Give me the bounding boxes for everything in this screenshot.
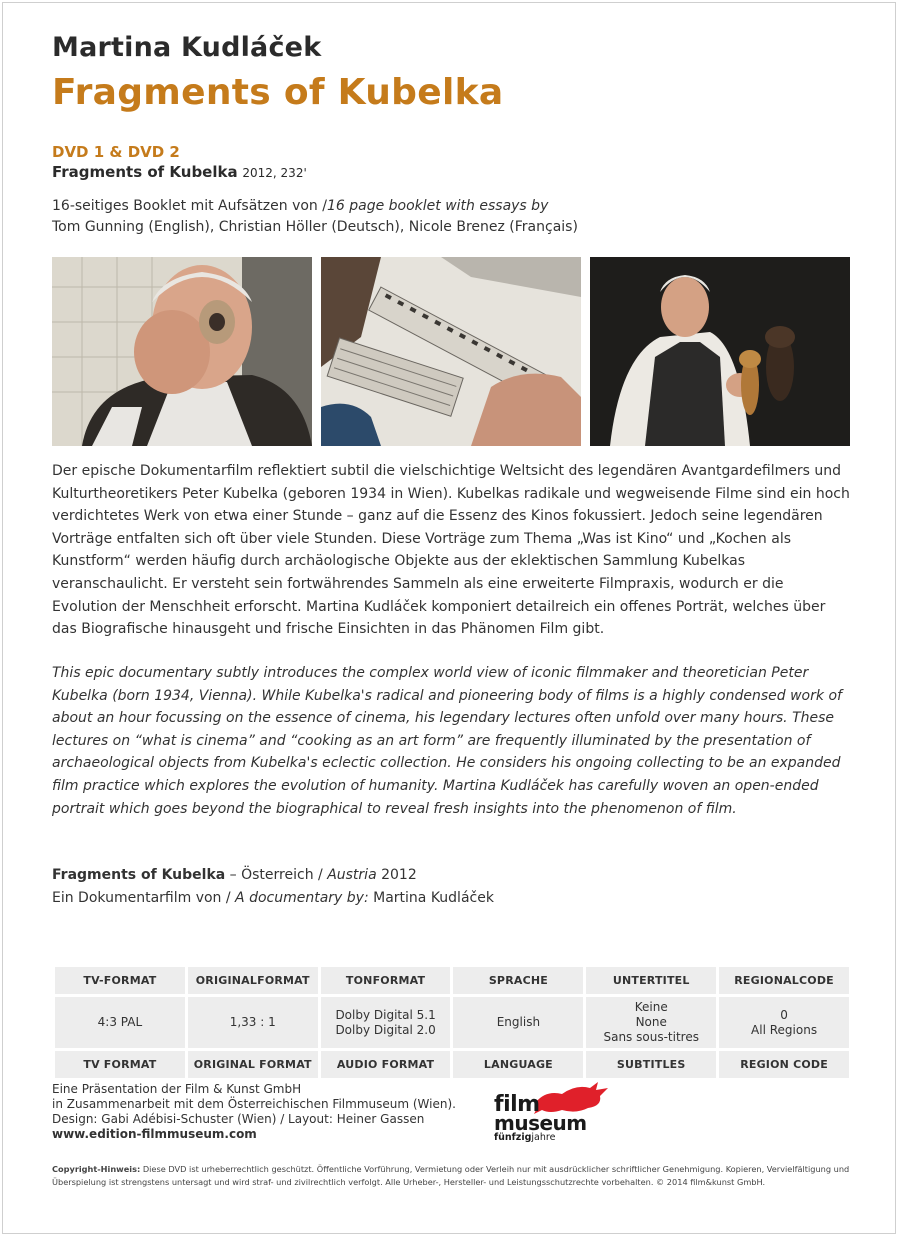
booklet-info (52, 196, 578, 238)
copyright-label: Copyright-Hinweis: (52, 1164, 141, 1174)
website-link[interactable]: www.edition-filmmuseum.com (52, 1127, 257, 1141)
spec-header: UNTERTITEL (586, 967, 716, 994)
spec-value-region-code: 0 All Regions (719, 997, 849, 1048)
copyright-text: Diese DVD ist urheberrechtlich geschützt. Öffentliche Vorführung, Vermietung oder Verleih nur mit ausdrücklicher schriftlicher Genehmigung. Kopieren, Vervielfältigung und Überspielung ist strengstens untersagt und wird straf- und zivilrechtlich verfolgt. Alle Urheber-, Hersteller- und Leistungsschutzrechte vorbehalten. © 2014 film&kunst GmbH. (52, 1164, 850, 1187)
film-meta: 2012, 232' (242, 166, 307, 180)
booklet-en: 16 page booklet with essays by (326, 198, 549, 214)
credit-title: Fragments of Kubelka (52, 867, 226, 883)
spec-header: ORIGINALFORMAT (188, 967, 318, 994)
credit-year: 2012 (376, 867, 417, 883)
specs-header-de (55, 967, 849, 994)
film-line (52, 163, 307, 181)
spec-header: TV-FORMAT (55, 967, 185, 994)
footer-line: Design: Gabi Adébisi-Schuster (Wien) / Layout: Heiner Gassen (52, 1112, 425, 1126)
specs-header-en (55, 1051, 849, 1078)
credit-line2-en: A documentary by: (235, 889, 369, 906)
spec-header: TV FORMAT (55, 1051, 185, 1078)
spec-value-tv-format: 4:3 PAL (55, 997, 185, 1048)
film-title: Fragments of Kubelka (52, 163, 238, 181)
booklet-de: 16-seitiges Booklet mit Aufsätzen von (52, 198, 318, 214)
film-credit (52, 864, 494, 909)
page-title: Fragments of Kubelka (52, 72, 504, 113)
logo-word-film: film (494, 1092, 540, 1117)
spec-header: ORIGINAL FORMAT (188, 1051, 318, 1078)
photo-kubelka-with-lens (52, 257, 312, 446)
description-german: Der epische Dokumentarfilm reflektiert subtil die vielschichtige Weltsicht des legendären Avantgardefilmers und Kulturtheoretikers Peter Kubelka (geboren 1934 in Wien). Kubelkas radikale und wegweisende Filme sind ein hoch verdichtetes Werk von etwa einer Stunde – ganz auf die Essenz des Kinos fokussiert. Jedoch seine legendären Vorträge entfalten sich oft über viele Stunden. Diese Vorträge zum Thema „Was ist Kino“ und „Kochen als Kunstform“ werden häufig durch archäologische Objekte aus der eklektischen Sammlung Kubelkas veranschaulicht. Er versteht sein fortwährendes Sammeln als eine erweiterte Filmpraxis, wodurch er die Evolution der Menschheit erforscht. Martina Kudláček komponiert detailreich ein offenes Porträt, welches über das Biografische hinausgeht und frische Einsichten in das Phänomen Film gibt. (52, 463, 850, 638)
booklet-sep: / (322, 198, 327, 214)
booklet-authors: Tom Gunning (English), Christian Höller (Deutsch), Nicole Brenez (Français) (52, 219, 578, 235)
specs-table (52, 964, 852, 1081)
spec-header: TONFORMAT (321, 967, 451, 994)
description-english: This epic documentary subtly introduces the complex world view of iconic filmmaker and theoretician Peter Kubelka (born 1934, Vienna). While Kubelka's radical and pioneering body of films is a highly condensed work of about an hour focussing on the essence of cinema, his legendary lectures often unfold over many hours. These lectures on “what is cinema” and “cooking as an art form” are frequently illuminated by the presentation of archaeological objects from Kubelka's eclectic collection. He considers his ongoing collecting to be an expanded film practice which explores the evolution of humanity. Martina Kudláček has carefully woven an open-ended portrait which goes beyond the biographical to reveal fresh insights into the phenomenon of film. (52, 665, 842, 817)
footer-line: Eine Präsentation der Film & Kunst GmbH (52, 1082, 302, 1096)
filmmuseum-logo (494, 1080, 624, 1148)
footer-info (52, 1082, 456, 1142)
dvd-label: DVD 1 & DVD 2 (52, 143, 180, 161)
photo-film-strips (321, 257, 581, 446)
spec-value-audio-format: Dolby Digital 5.1 Dolby Digital 2.0 (321, 997, 451, 1048)
credit-country-en: Austria (327, 867, 377, 883)
spec-header: AUDIO FORMAT (321, 1051, 451, 1078)
logo-word-museum: museum (494, 1111, 587, 1135)
spec-header: SUBTITLES (586, 1051, 716, 1078)
spec-header: REGION CODE (719, 1051, 849, 1078)
specs-values (55, 997, 849, 1048)
spec-header: SPRACHE (453, 967, 583, 994)
logo-tagline: fünfzigjahre (494, 1132, 556, 1143)
director-name: Martina Kudláček (52, 32, 322, 63)
spec-header: REGIONALCODE (719, 967, 849, 994)
footer-line: in Zusammenarbeit mit dem Österreichischen Filmmuseum (Wien). (52, 1097, 456, 1111)
spec-header: LANGUAGE (453, 1051, 583, 1078)
spec-value-subtitles: Keine None Sans sous-titres (586, 997, 716, 1048)
credit-country: – Österreich / (225, 867, 328, 883)
credit-line2-de: Ein Dokumentarfilm von / (52, 889, 236, 906)
copyright-notice (52, 1163, 852, 1189)
spec-value-original-format: 1,33 : 1 (188, 997, 318, 1048)
credit-director: Martina Kudláček (368, 889, 494, 906)
spec-value-language: English (453, 997, 583, 1048)
photo-kubelka-lecture (590, 257, 850, 446)
